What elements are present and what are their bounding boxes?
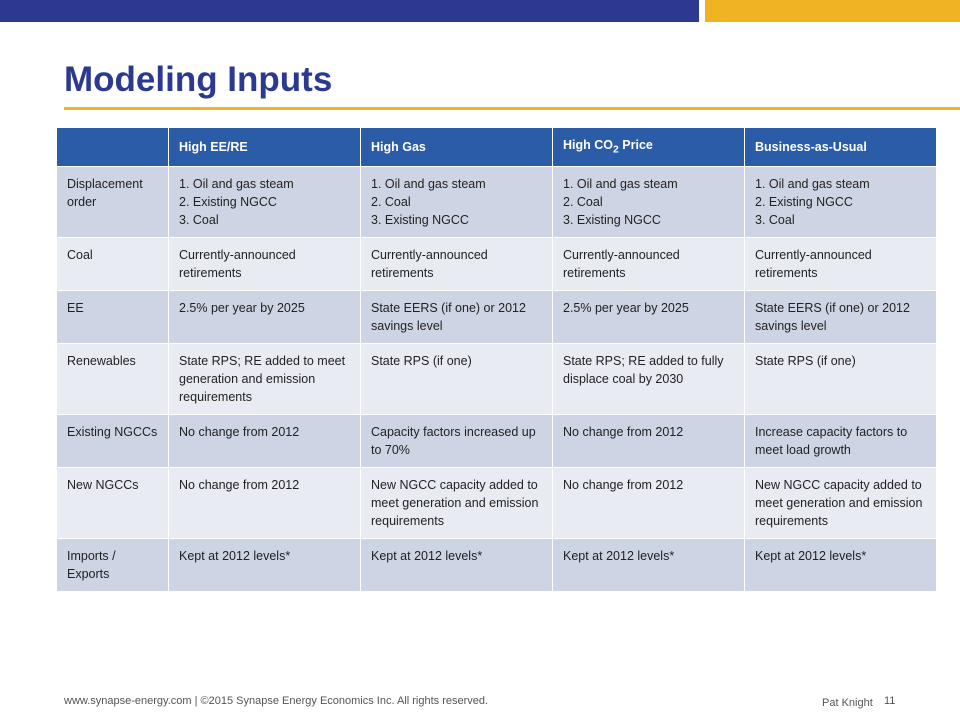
cell-line: 3. Coal (179, 213, 219, 227)
cell-line: Increase capacity factors to meet load growth (755, 425, 908, 457)
header-bar-blue (0, 0, 699, 22)
table-cell (169, 167, 361, 238)
cell-line: No change from 2012 (179, 478, 300, 492)
table-cell (169, 539, 361, 592)
header-bar-gold (705, 0, 960, 22)
table-cell (361, 167, 553, 238)
row-label: New NGCCs (57, 468, 169, 539)
table-cell (553, 291, 745, 344)
cell-line: No change from 2012 (563, 425, 684, 439)
cell-line: 2. Existing NGCC (755, 195, 853, 209)
cell-line: No change from 2012 (563, 478, 684, 492)
cell-line: Kept at 2012 levels* (563, 549, 675, 563)
table-cell (361, 415, 553, 468)
cell-line: Currently-announced retirements (563, 248, 680, 280)
cell-line: 2.5% per year by 2025 (563, 301, 689, 315)
row-label: Renewables (57, 344, 169, 415)
cell-line: New NGCC capacity added to meet generation and emission requirements (371, 478, 539, 528)
table-cell (169, 238, 361, 291)
row-label: Existing NGCCs (57, 415, 169, 468)
cell-line: State RPS (if one) (371, 354, 472, 368)
cell-line: 3. Coal (755, 213, 795, 227)
column-header: High EE/RE (169, 128, 361, 167)
column-header: Business-as-Usual (745, 128, 937, 167)
table-cell (745, 468, 937, 539)
cell-line: No change from 2012 (179, 425, 300, 439)
table-row (57, 468, 937, 539)
table-cell (553, 539, 745, 592)
cell-line: 2.5% per year by 2025 (179, 301, 305, 315)
row-label: Displacement order (57, 167, 169, 238)
cell-line: Kept at 2012 levels* (371, 549, 483, 563)
cell-line: New NGCC capacity added to meet generation and emission requirements (755, 478, 923, 528)
footer-author: Pat Knight (822, 697, 873, 709)
row-label: Imports / Exports (57, 539, 169, 592)
table-cell (169, 415, 361, 468)
row-label: EE (57, 291, 169, 344)
cell-line: 1. Oil and gas steam (563, 177, 678, 191)
table-cell (745, 238, 937, 291)
cell-line: Kept at 2012 levels* (755, 549, 867, 563)
page-number: 11 (884, 695, 896, 707)
cell-line: State EERS (if one) or 2012 savings level (755, 301, 910, 333)
table-row (57, 238, 937, 291)
cell-line: 3. Existing NGCC (563, 213, 661, 227)
table-cell (553, 167, 745, 238)
column-header: High $CO_2$ Price (553, 128, 745, 167)
cell-line: 2. Coal (371, 195, 411, 209)
table-cell (745, 344, 937, 415)
cell-line: Kept at 2012 levels* (179, 549, 291, 563)
table-row (57, 291, 937, 344)
cell-line: 2. Coal (563, 195, 603, 209)
table-row (57, 415, 937, 468)
table-row (57, 344, 937, 415)
table-row (57, 539, 937, 592)
cell-line: Currently-announced retirements (371, 248, 488, 280)
table-cell (553, 415, 745, 468)
table-row (57, 167, 937, 238)
table-cell (361, 344, 553, 415)
table-cell (169, 468, 361, 539)
table-cell (745, 167, 937, 238)
table-cell (361, 468, 553, 539)
cell-line: Capacity factors increased up to 70% (371, 425, 536, 457)
cell-line: State RPS; RE added to fully displace coal by 2030 (563, 354, 724, 386)
cell-line: 1. Oil and gas steam (755, 177, 870, 191)
modeling-inputs-table (56, 127, 937, 592)
table-cell (169, 344, 361, 415)
cell-line: 1. Oil and gas steam (371, 177, 486, 191)
table-cell (169, 291, 361, 344)
column-header (57, 128, 169, 167)
table-cell (361, 238, 553, 291)
row-label: Coal (57, 238, 169, 291)
table-header-row (57, 128, 937, 167)
cell-line: 1. Oil and gas steam (179, 177, 294, 191)
table-cell (553, 344, 745, 415)
column-header: High Gas (361, 128, 553, 167)
table-cell (745, 539, 937, 592)
cell-line: Currently-announced retirements (755, 248, 872, 280)
table-cell (361, 539, 553, 592)
table-cell (553, 468, 745, 539)
page-title: Modeling Inputs (64, 60, 333, 99)
cell-line: 3. Existing NGCC (371, 213, 469, 227)
table-cell (553, 238, 745, 291)
cell-line: State EERS (if one) or 2012 savings level (371, 301, 526, 333)
footer-copyright: www.synapse-energy.com | ©2015 Synapse Energy Economics Inc. All rights reserved. (64, 695, 489, 707)
title-underline (64, 107, 960, 110)
table-cell (361, 291, 553, 344)
cell-line: State RPS; RE added to meet generation and emission requirements (179, 354, 346, 404)
table-cell (745, 415, 937, 468)
cell-line: Currently-announced retirements (179, 248, 296, 280)
table-cell (745, 291, 937, 344)
cell-line: State RPS (if one) (755, 354, 856, 368)
cell-line: 2. Existing NGCC (179, 195, 277, 209)
